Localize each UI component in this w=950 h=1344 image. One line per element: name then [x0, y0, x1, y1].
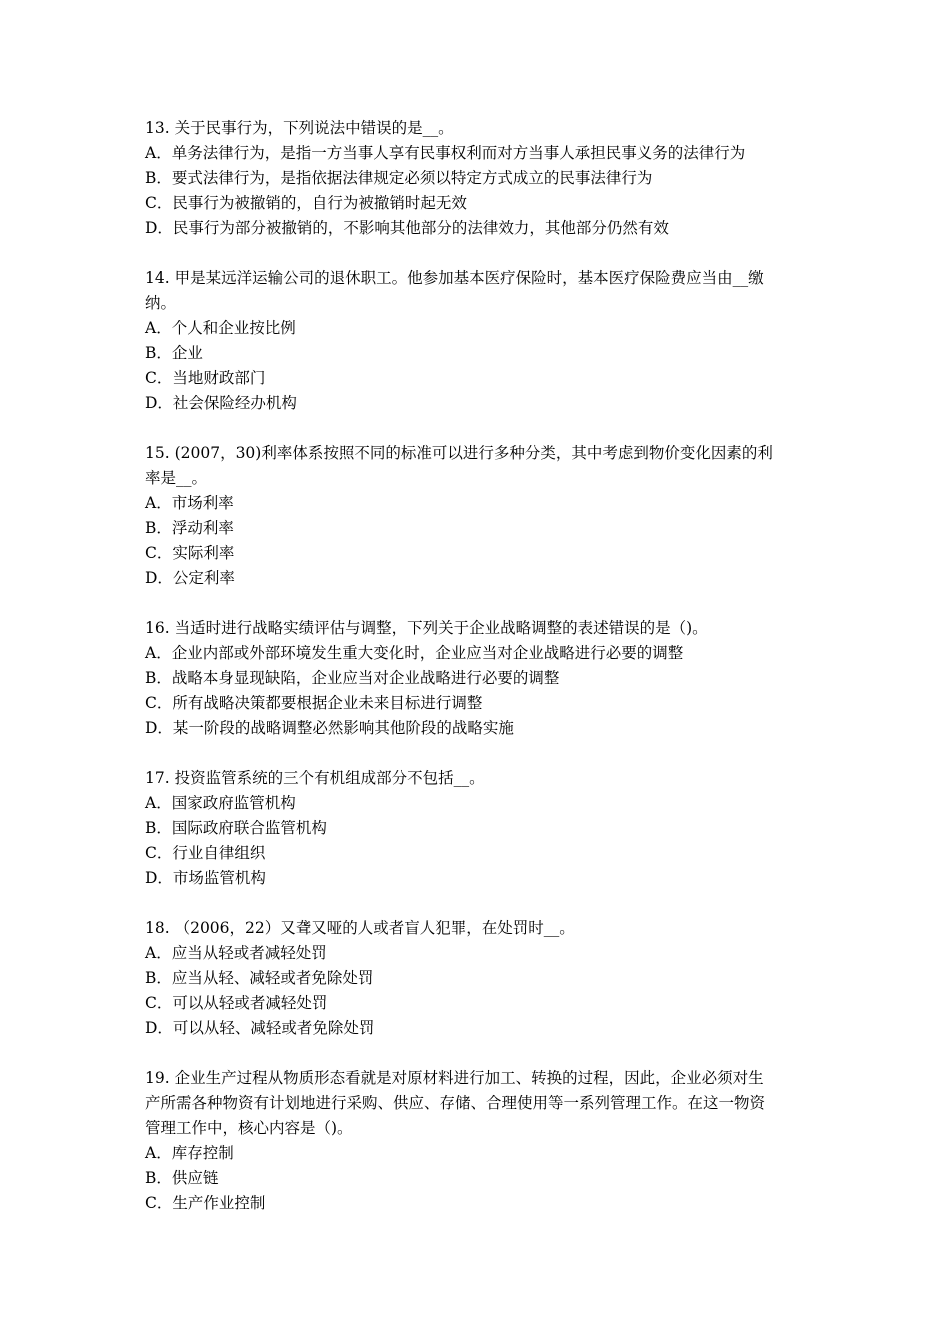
answer-option: C．当地财政部门 — [145, 369, 266, 387]
question-block — [145, 766, 815, 891]
answer-option: C．所有战略决策都要根据企业未来目标进行调整 — [145, 694, 483, 712]
answer-option: A．国家政府监管机构 — [145, 794, 296, 812]
answer-option: D．某一阶段的战略调整必然影响其他阶段的战略实施 — [145, 719, 514, 737]
answer-option: C．民事行为被撤销的，自行为被撤销时起无效 — [145, 194, 467, 212]
answer-option: D．可以从轻、减轻或者免除处罚 — [145, 1019, 375, 1037]
answer-option: A．单务法律行为，是指一方当事人享有民事权利而对方当事人承担民事义务的法律行为 — [145, 144, 746, 162]
answer-option: B．战略本身显现缺陷，企业应当对企业战略进行必要的调整 — [145, 669, 560, 687]
question-stem-line: 16. 当适时进行战略实绩评估与调整，下列关于企业战略调整的表述错误的是（)。 — [145, 619, 708, 637]
question-stem-line: 14. 甲是某远洋运输公司的退休职工。他参加基本医疗保险时，基本医疗保险费应当由__缴 — [145, 269, 764, 287]
answer-option: A．企业内部或外部环境发生重大变化时，企业应当对企业战略进行必要的调整 — [145, 644, 684, 662]
answer-option: B．国际政府联合监管机构 — [145, 819, 327, 837]
answer-option: A．应当从轻或者减轻处罚 — [145, 944, 327, 962]
question-stem-line: 纳。 — [145, 294, 177, 312]
question-stem-line: 17. 投资监管系统的三个有机组成部分不包括__。 — [145, 769, 485, 787]
question-stem-line: 管理工作中，核心内容是（)。 — [145, 1119, 353, 1137]
answer-option: B．应当从轻、减轻或者免除处罚 — [145, 969, 374, 987]
answer-option: D．社会保险经办机构 — [145, 394, 297, 412]
question-block — [145, 266, 815, 416]
answer-option: B．浮动利率 — [145, 519, 234, 537]
question-stem-line: 18. （2006，22）又聋又哑的人或者盲人犯罪，在处罚时__。 — [145, 919, 575, 937]
answer-option: B．企业 — [145, 344, 203, 362]
answer-option: A．库存控制 — [145, 1144, 234, 1162]
question-block — [145, 616, 815, 741]
question-stem-line: 19. 企业生产过程从物质形态看就是对原材料进行加工、转换的过程，因此，企业必须对生 — [145, 1069, 764, 1087]
answer-option: B．供应链 — [145, 1169, 219, 1187]
question-stem-line: 产所需各种物资有计划地进行采购、供应、存储、合理使用等一系列管理工作。在这一物资 — [145, 1094, 766, 1112]
answer-option: A．市场利率 — [145, 494, 234, 512]
answer-option: B．要式法律行为，是指依据法律规定必须以特定方式成立的民事法律行为 — [145, 169, 653, 187]
answer-option: C．行业自律组织 — [145, 844, 266, 862]
question-stem-line: 13. 关于民事行为，下列说法中错误的是__。 — [145, 119, 454, 137]
question-block — [145, 116, 815, 241]
answer-option: C．实际利率 — [145, 544, 235, 562]
exam-page — [145, 116, 815, 1241]
question-block — [145, 441, 815, 591]
answer-option: C．生产作业控制 — [145, 1194, 266, 1212]
answer-option: A．个人和企业按比例 — [145, 319, 296, 337]
question-stem-line: 率是__。 — [145, 469, 208, 487]
answer-option: C．可以从轻或者减轻处罚 — [145, 994, 328, 1012]
question-block — [145, 916, 815, 1041]
answer-option: D．公定利率 — [145, 569, 235, 587]
question-block — [145, 1066, 815, 1216]
question-stem-line: 15. (2007，30)利率体系按照不同的标准可以进行多种分类，其中考虑到物价变化因素的利 — [145, 444, 773, 462]
answer-option: D．民事行为部分被撤销的，不影响其他部分的法律效力，其他部分仍然有效 — [145, 219, 669, 237]
answer-option: D．市场监管机构 — [145, 869, 266, 887]
